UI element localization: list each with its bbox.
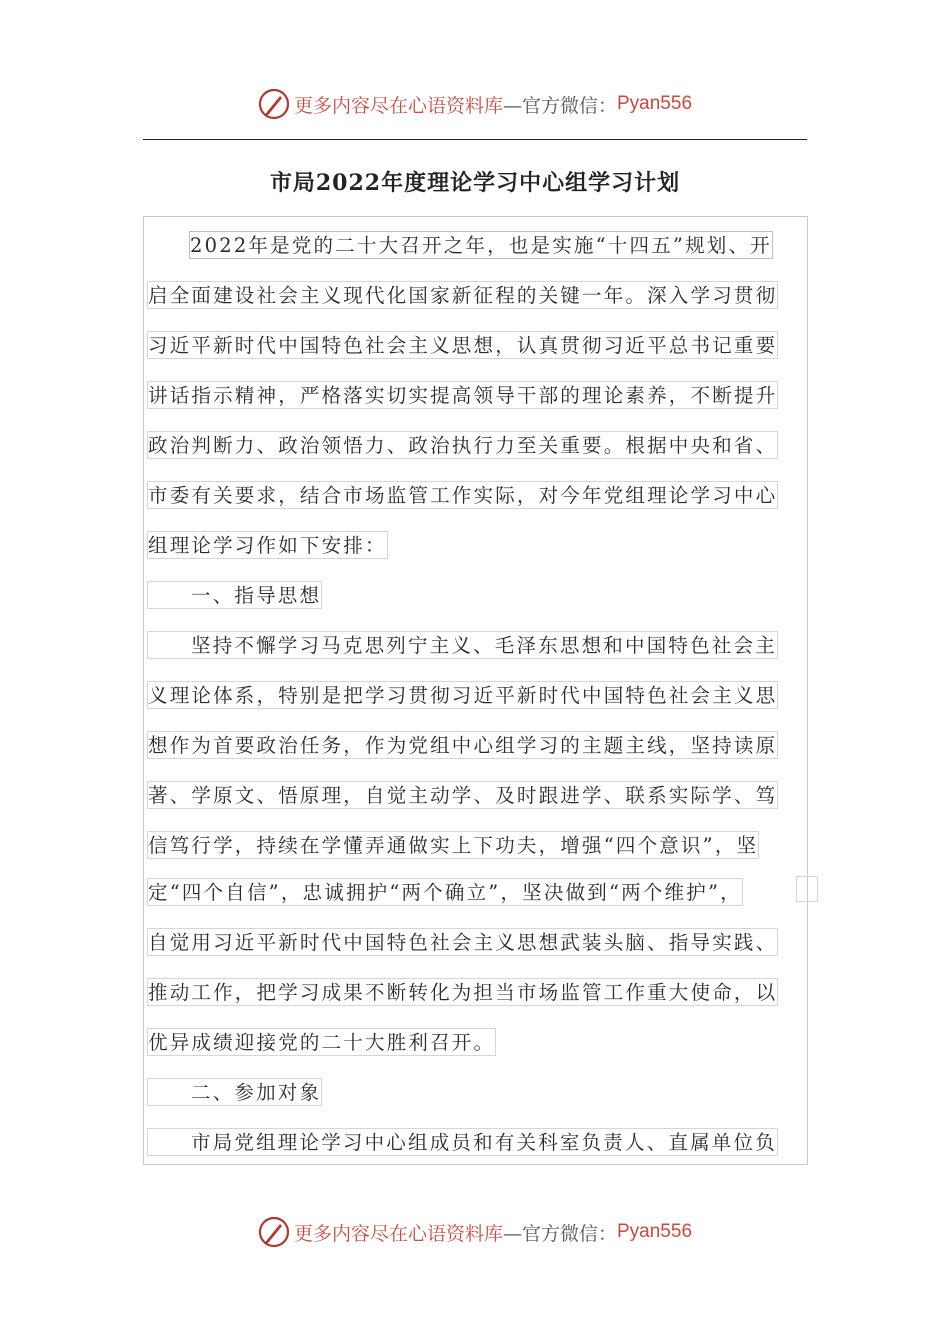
header-divider	[143, 139, 807, 140]
quill-pen-icon	[258, 1216, 290, 1248]
text-line-13: 信笃行学，持续在学懂弄通做实上下功夫，增强“四个意识”，坚	[147, 831, 759, 859]
text-line-5: 政治判断力、政治领悟力、政治执行力至关重要。根据中央和省、	[147, 431, 778, 459]
text-line-16: 推动工作，把学习成果不断转化为担当市场监管工作重大使命，以	[147, 978, 778, 1006]
banner-wechat-id: Pyan556	[617, 93, 693, 114]
header-banner	[0, 82, 950, 126]
text-line-3: 习近平新时代中国特色社会主义思想，认真贯彻习近平总书记重要	[147, 331, 778, 359]
banner-wechat-label: —官方微信：	[502, 94, 617, 117]
footer-banner	[0, 1210, 950, 1254]
text-line-19: 市局党组理论学习中心组成员和有关科室负责人、直属单位负	[147, 1128, 778, 1156]
quill-pen-icon	[258, 88, 290, 120]
overflow-marker	[796, 876, 818, 902]
text-line-17: 优异成绩迎接党的二十大胜利召开。	[147, 1028, 496, 1056]
banner-library-text: 更多内容尽在心语资料库	[293, 94, 503, 117]
text-line-2: 启全面建设社会主义现代化国家新征程的关键一年。深入学习贯彻	[147, 281, 778, 309]
banner-wechat-label: —官方微信：	[502, 1222, 617, 1245]
text-line-6: 市委有关要求，结合市场监管工作实际，对今年党组理论学习中心	[147, 481, 778, 509]
text-line-4: 讲话指示精神，严格落实切实提高领导干部的理论素养，不断提升	[147, 381, 778, 409]
banner-library-text: 更多内容尽在心语资料库	[293, 1222, 503, 1245]
document-title: 市局2022年度理论学习中心组学习计划	[269, 170, 681, 196]
section-heading-guiding-ideology: 一、指导思想	[147, 581, 322, 609]
text-line-11: 想作为首要政治任务，作为党组中心组学习的主题主线，坚持读原	[147, 731, 778, 759]
text-line-12: 著、学原文、悟原理，自觉主动学、及时跟进学、联系实际学、笃	[147, 781, 778, 809]
text-line-9: 坚持不懈学习马克思列宁主义、毛泽东思想和中国特色社会主	[147, 631, 778, 659]
text-line-15: 自觉用习近平新时代中国特色社会主义思想武装头脑、指导实践、	[147, 928, 778, 956]
banner-wechat-id: Pyan556	[617, 1221, 693, 1242]
text-line-10: 义理论体系，特别是把学习贯彻习近平新时代中国特色社会主义思	[147, 681, 778, 709]
text-line-14: 定“四个自信”，忠诚拥护“两个确立”，坚决做到“两个维护”，	[147, 878, 743, 906]
section-heading-participants: 二、参加对象	[147, 1078, 322, 1106]
text-line-7: 组理论学习作如下安排：	[147, 531, 388, 559]
text-line-1: 2022年是党的二十大召开之年，也是实施“十四五”规划、开	[189, 231, 773, 259]
